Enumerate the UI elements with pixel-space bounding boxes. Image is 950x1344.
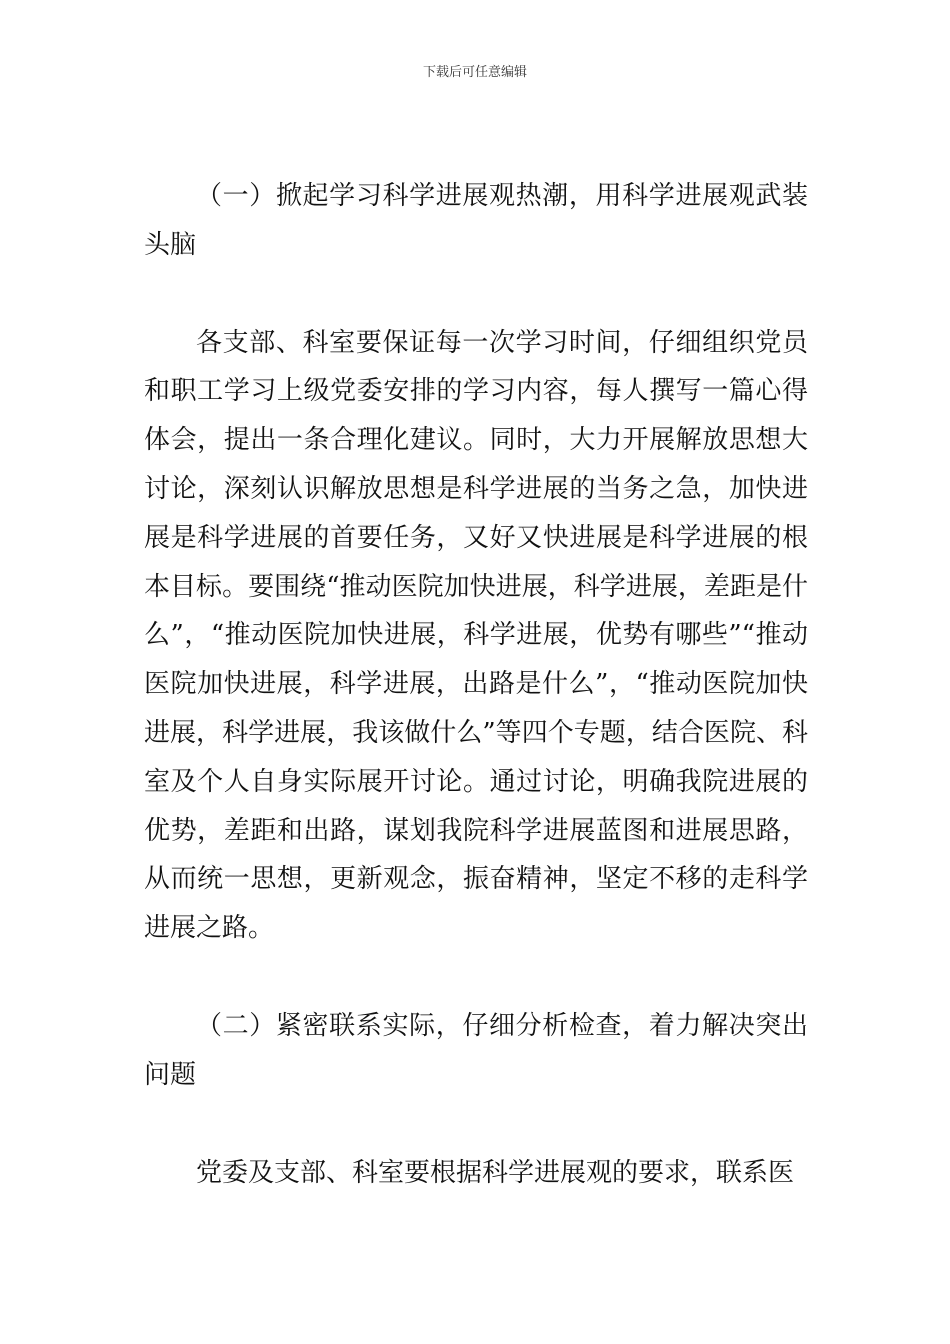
body-paragraph-1: 各支部、科室要保证每一次学习时间，仔细组织党员和职工学习上级党委安排的学习内容，每人撰写一篇心得体会，提出一条合理化建议。同时，大力开展解放思想大讨论，深刻认识解放思想是科学进展的当务之急，加快进展是科学进展的首要任务，又好又快进展是科学进展的根本目标。要围绕“推动医院加快进展，科学进展，差距是什么”，“推动医院加快进展，科学进展，优势有哪些”“推动医院加快进展，科学进展，出路是什么”，“推动医院加快进展，科学进展，我该做什么”等四个专题，结合医院、科室及个人自身实际展开讨论。通过讨论，明确我院进展的优势，差距和出路，谋划我院科学进展蓝图和进展思路，从而统一思想，更新观念，振奋精神，坚定不移的走科学进展之路。 <box>144 327 808 944</box>
document-body <box>144 172 808 1197</box>
page-header-note: 下载后可任意编辑 <box>422 65 527 80</box>
section-heading-2: （二）紧密联系实际，仔细分析检查，着力解决突出问题 <box>144 1010 808 1090</box>
section-heading-1: （一）掀起学习科学进展观热潮，用科学进展观武装头脑 <box>144 181 808 260</box>
body-paragraph-2: 党委及支部、科室要根据科学进展观的要求，联系医 <box>196 1157 795 1188</box>
